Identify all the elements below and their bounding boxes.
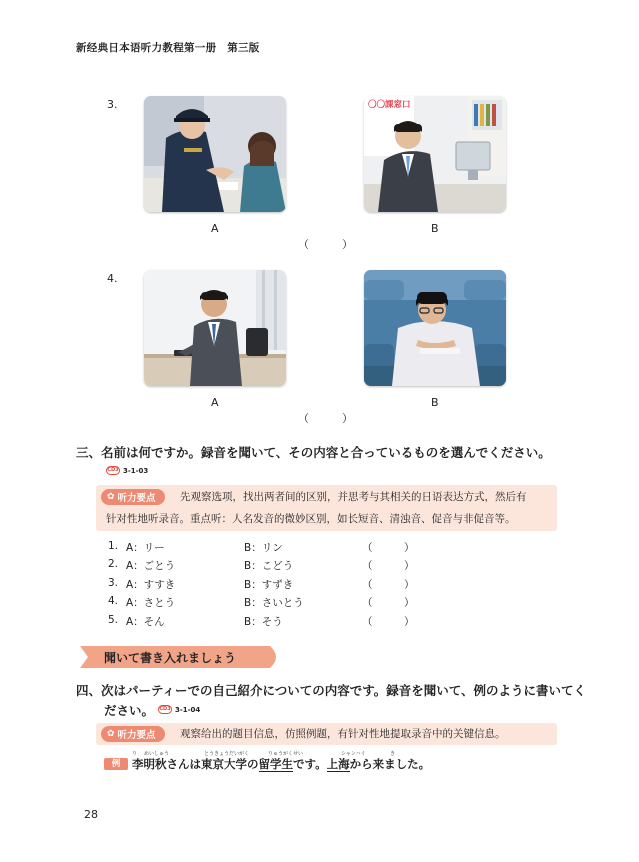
- tip-tag-section3: [101, 489, 165, 505]
- ruby-shanhai: シャンハイ: [341, 751, 366, 757]
- example-blank-origin: 上海: [326, 757, 350, 771]
- answer-blank[interactable]: （ ）: [362, 597, 415, 610]
- section-banner-label: 聞いて書き入れましょう: [104, 651, 237, 665]
- cd-track-number: 3-1-03: [123, 466, 149, 475]
- cd-track-3-1-03[interactable]: [106, 466, 148, 475]
- cd-icon: CD3: [107, 467, 119, 473]
- police-scene-illustration: [144, 96, 286, 212]
- tip-text-line2: 针对性地听录音。重点听：人名发音的微妙区别，如长短音、清浊音、促音与非促音等。: [106, 513, 516, 525]
- example-blank-occupation: 留学生: [258, 757, 293, 771]
- page-number: 28: [84, 808, 98, 821]
- photo-4b-student[interactable]: [364, 270, 506, 386]
- ruby-li: り: [132, 751, 138, 757]
- answer-blank[interactable]: （ ）: [362, 578, 415, 591]
- item-number: 4.: [108, 595, 119, 608]
- option-label-3a: A: [211, 222, 219, 235]
- option-label-3b: B: [431, 222, 439, 235]
- option-label-4b: B: [431, 396, 439, 409]
- question-number-3: 3.: [107, 98, 118, 111]
- item-number: 3.: [108, 576, 119, 589]
- cd-track-3-1-04[interactable]: [158, 705, 200, 714]
- tip-tag-label: 听力要点: [117, 730, 156, 741]
- option-a: A：ごとう: [126, 560, 176, 573]
- section4-title-line2: ださい。: [104, 703, 155, 718]
- answer-blank[interactable]: （ ）: [362, 560, 415, 573]
- example-part3: から来ました。: [349, 757, 431, 771]
- flower-icon: ✿: [107, 729, 115, 739]
- student-lecture-hall-illustration: [364, 270, 506, 386]
- photo-3b-office-worker[interactable]: [364, 96, 506, 212]
- ruby-tokyodaigaku: とうきょうだいがく: [204, 751, 250, 757]
- option-b: B：さいとう: [244, 597, 304, 610]
- ruby-meishu: めいしゅう: [144, 751, 170, 757]
- answer-blank-4[interactable]: （ ）: [298, 412, 353, 425]
- option-b: B：そう: [244, 615, 283, 628]
- option-a: A：さとう: [126, 597, 176, 610]
- tip-tag-section4: [101, 726, 165, 742]
- tip-text-section4: 观察给出的题目信息，仿照例题，有针对性地提取录音中的关键信息。: [180, 728, 506, 740]
- example-tag: 例: [104, 758, 128, 770]
- whiteboard-sign: 〇〇課窓口: [368, 100, 411, 110]
- option-a: A：そん: [126, 615, 165, 628]
- photo-4a-businessman[interactable]: [144, 270, 286, 386]
- question-number-4: 4.: [107, 272, 118, 285]
- option-b: B：こどう: [244, 560, 294, 573]
- tip-tag-label: 听力要点: [117, 493, 156, 504]
- example-part1: 李明秋さんは東京大学の: [132, 757, 259, 771]
- option-label-4a: A: [211, 396, 219, 409]
- example-sentence: [132, 756, 430, 772]
- option-a: A：すすき: [126, 578, 176, 591]
- example-part2: です。: [293, 757, 327, 771]
- answer-blank-3[interactable]: （ ）: [298, 238, 353, 251]
- item-number: 5.: [108, 613, 119, 626]
- businessman-desk-illustration: [144, 270, 286, 386]
- section3-title: 三、名前は何ですか。録音を聞いて、その内容と合っているものを選んでください。: [76, 445, 551, 460]
- photo-3a-police-officer[interactable]: [144, 96, 286, 212]
- item-number: 1.: [108, 540, 119, 552]
- ruby-ryugakusei: りゅうがくせい: [268, 751, 304, 757]
- item-number: 2.: [108, 558, 119, 571]
- cd-icon: CD3: [159, 706, 171, 712]
- tip-text-line1: 先观察选项，找出两者间的区别，并思考与其相关的日语表达方式，然后有: [180, 491, 527, 503]
- option-a: A：リー: [126, 542, 165, 554]
- answer-blank[interactable]: （ ）: [362, 615, 415, 628]
- cd-track-number: 3-1-04: [175, 705, 201, 714]
- office-desk-illustration: [364, 96, 506, 212]
- book-header: 新经典日本语听力教程第一册 第三版: [76, 42, 260, 54]
- flower-icon: ✿: [107, 492, 115, 502]
- option-b: B：すずき: [244, 578, 294, 591]
- ruby-ki: き: [390, 751, 396, 757]
- section4-title-line1: 四、次はパーティーでの自己紹介についての内容です。録音を聞いて、例のように書いてく: [76, 683, 587, 698]
- answer-blank[interactable]: （ ）: [362, 542, 415, 554]
- option-b: B：リン: [244, 542, 283, 554]
